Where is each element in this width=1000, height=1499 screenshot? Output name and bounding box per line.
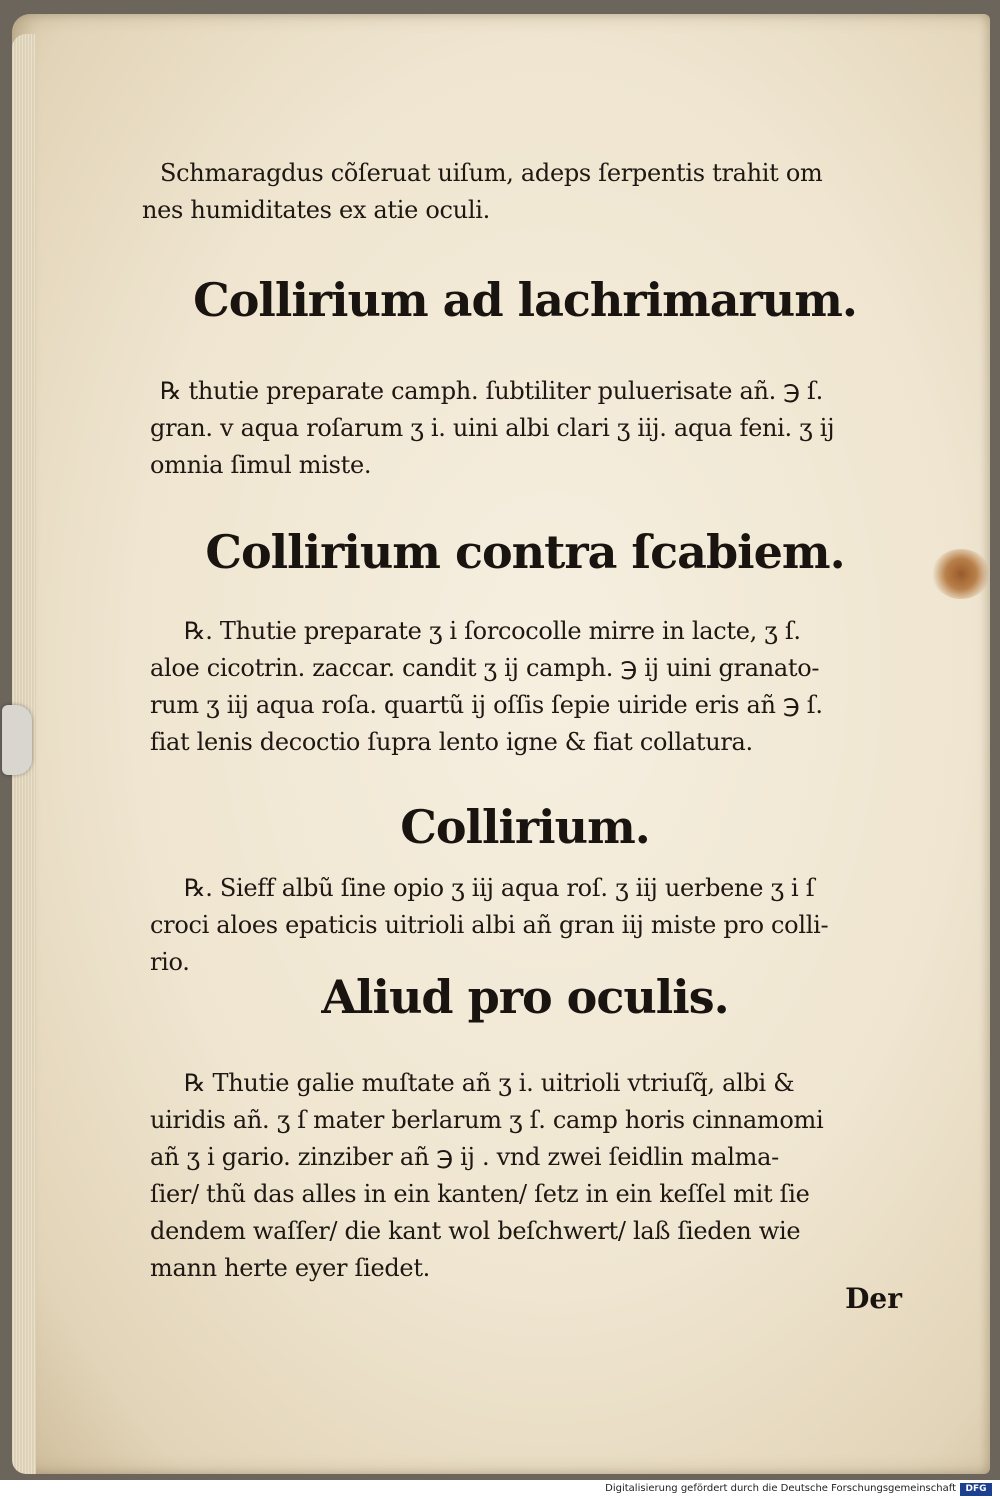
text-line: rum ʒ iij aqua roſa. quartũ ij oſſis ſepie uiride eris añ ℈ ſ. [150,691,823,719]
text-line: ℞ thutie preparate camph. ſubtiliter puluerisate añ. ℈ ſ. [160,377,823,405]
paragraph-3 [150,613,823,761]
paragraph-4 [150,870,828,981]
stain-mark [932,549,990,599]
heading-aliud-pro-oculis: Aliud pro oculis. [321,970,729,1024]
paragraph-5 [150,1065,823,1287]
text-line: ℞ Thutie galie muſtate añ ʒ i. uitrioli vtriuſq̃, albi & [184,1069,795,1097]
heading-collirium: Collirium. [400,800,650,854]
text-line: ſier/ thũ das alles in ein kanten/ ſetz in ein keſſel mit ſie [150,1180,810,1208]
dfg-logo: DFG [960,1483,992,1496]
text-line: croci aloes epaticis uitrioli albi añ gran iij miste pro colli- [150,911,829,939]
text-line: dendem waſſer/ die kant wol beſchwert/ laß ſieden wie [150,1217,801,1245]
text-line: uiridis añ. ʒ ſ mater berlarum ʒ ſ. camp horis cinnamomi [150,1106,824,1134]
text-line: aloe cicotrin. zaccar. candit ʒ ij camph. ℈ ij uini granato- [150,654,820,682]
text-line: gran. v aqua roſarum ʒ i. uini albi clari ʒ iij. aqua feni. ʒ ij [150,414,835,442]
text-line: nes humiditates ex atie oculi. [142,196,490,224]
text-line: fiat lenis decoctio ſupra lento igne & fiat collatura. [150,728,753,756]
text-line: rio. [150,948,190,976]
text-line: Schmaragdus cõſeruat uiſum, adeps ſerpentis trahit om [160,159,823,187]
catchword: Der [845,1282,902,1315]
heading-collirium-scabiem: Collirium contra ſcabiem. [205,525,845,579]
paragraph-1 [142,155,823,229]
text-line: omnia ſimul miste. [150,451,372,479]
heading-collirium-lachrimarum: Collirium ad lachrimarum. [193,273,857,327]
text-line: añ ʒ i gario. zinziber añ ℈ ij . vnd zwei ſeidlin malma- [150,1143,779,1171]
footer-bar [0,1480,1000,1499]
text-line: mann herte eyer ſiedet. [150,1254,430,1282]
footer-credit: Digitalisierung gefördert durch die Deutsche Forschungsgemeinschaft [605,1483,956,1494]
text-line: ℞. Thutie preparate ʒ i ſorcocolle mirre in lacte, ʒ ſ. [184,617,801,645]
book-clip [2,705,32,775]
paragraph-2 [150,373,834,484]
text-line: ℞. Sieff albũ ſine opio ʒ iij aqua roſ. ʒ iij uerbene ʒ i ſ [184,874,815,902]
